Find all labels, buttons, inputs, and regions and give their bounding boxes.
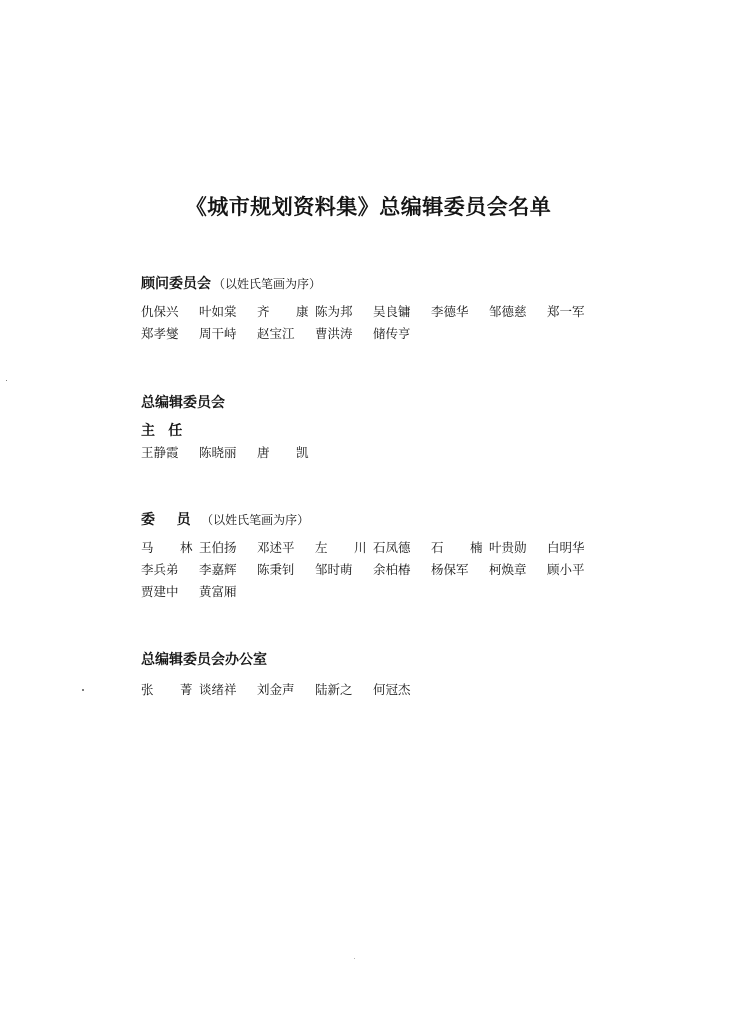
office-name: 刘金声 xyxy=(257,682,295,697)
advisory-name: 吴良镛 xyxy=(373,304,411,319)
office-name: 陆新之 xyxy=(315,682,353,697)
office-name-list xyxy=(141,682,621,698)
member-name: 黄富厢 xyxy=(199,584,237,599)
member-name: 邓述平 xyxy=(257,540,295,555)
advisory-name: 邹德慈 xyxy=(489,304,527,319)
advisory-name: 叶如棠 xyxy=(199,304,237,319)
office-name: 谈绪祥 xyxy=(199,682,237,697)
advisory-name: 齐 康 xyxy=(257,304,320,319)
office-name: 张 菁 xyxy=(141,682,204,697)
member-name: 马 林 xyxy=(141,540,204,555)
advisory-heading: 顾问委员会 xyxy=(141,276,211,292)
advisory-note: （以姓氏笔画为序） xyxy=(213,277,322,291)
advisory-name: 周干峙 xyxy=(199,326,237,341)
members-heading-row xyxy=(141,511,309,529)
office-heading: 总编辑委员会办公室 xyxy=(141,652,267,668)
advisory-name: 陈为邦 xyxy=(315,304,353,319)
members-note: （以姓氏笔画为序） xyxy=(201,513,310,527)
member-name: 李兵弟 xyxy=(141,562,179,577)
member-name: 邹时萌 xyxy=(315,562,353,577)
director-name: 陈晓丽 xyxy=(199,445,237,460)
member-name: 陈秉钊 xyxy=(257,562,295,577)
advisory-name: 李德华 xyxy=(431,304,469,319)
member-name: 贾建中 xyxy=(141,584,179,599)
advisory-heading-row xyxy=(141,275,321,293)
director-name-list xyxy=(141,445,621,461)
member-name-list xyxy=(141,540,621,600)
editorial-heading: 总编辑委员会 xyxy=(141,395,225,411)
director-label: 主 任 xyxy=(141,423,187,439)
advisory-name: 郑一军 xyxy=(547,304,585,319)
director-name: 王静霞 xyxy=(141,445,179,460)
advisory-name-list xyxy=(141,304,621,342)
member-name: 柯焕章 xyxy=(489,562,527,577)
page-title: 《城市规划资料集》总编辑委员会名单 xyxy=(185,195,552,219)
member-name: 杨保军 xyxy=(431,562,469,577)
members-heading: 委 员 xyxy=(141,512,200,528)
member-name: 余柏椿 xyxy=(373,562,411,577)
member-name: 顾小平 xyxy=(547,562,585,577)
member-name: 左 川 xyxy=(315,540,378,555)
office-name: 何冠杰 xyxy=(373,682,411,697)
scan-speck xyxy=(6,380,7,381)
director-name: 唐 凯 xyxy=(257,445,320,460)
member-name: 石 楠 xyxy=(431,540,494,555)
member-name: 李嘉辉 xyxy=(199,562,237,577)
member-name: 石凤德 xyxy=(373,540,411,555)
advisory-name: 仇保兴 xyxy=(141,304,179,319)
advisory-name: 赵宝江 xyxy=(257,326,295,341)
advisory-name: 郑孝燮 xyxy=(141,326,179,341)
scan-speck xyxy=(354,958,355,959)
advisory-name: 曹洪涛 xyxy=(315,326,353,341)
member-name: 王伯扬 xyxy=(199,540,237,555)
advisory-name: 储传亨 xyxy=(373,326,411,341)
member-name: 叶贵勋 xyxy=(489,540,527,555)
member-name: 白明华 xyxy=(547,540,585,555)
scan-speck xyxy=(82,689,84,691)
